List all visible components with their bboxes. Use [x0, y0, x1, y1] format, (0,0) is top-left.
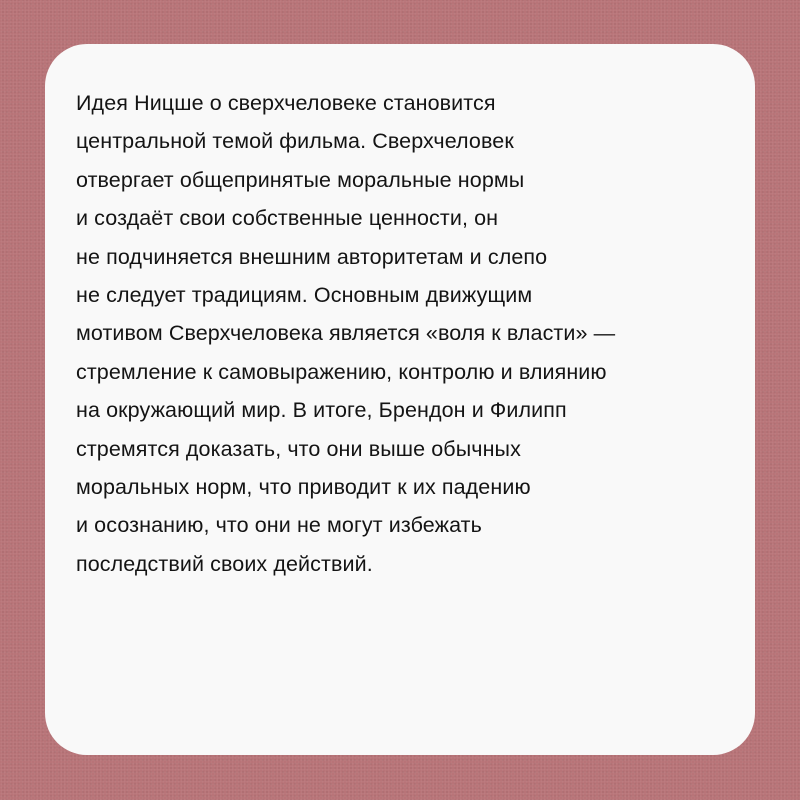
paragraph-line: стремление к самовыражению, контролю и влиянию	[76, 359, 607, 384]
paragraph-line: не следует традициям. Основным движущим	[76, 283, 533, 308]
paragraph-line: и создаёт свои собственные ценности, он	[76, 206, 499, 231]
paragraph-line: центральной темой фильма. Сверхчеловек	[76, 129, 514, 154]
paragraph-line: мотивом Сверхчеловека является «воля к власти» —	[76, 321, 616, 346]
paragraph-line: на окружающий мир. В итоге, Брендон и Филипп	[76, 398, 567, 423]
paragraph-line: отвергает общепринятые моральные нормы	[76, 167, 525, 192]
paragraph-line: стремятся доказать, что они выше обычных	[76, 436, 521, 461]
paragraph-line: моральных норм, что приводит к их падению	[76, 475, 531, 500]
paragraph-line: последствий своих действий.	[76, 551, 373, 576]
paragraph	[76, 84, 736, 583]
paragraph-line: Идея Ницше о сверхчеловеке становится	[76, 91, 496, 115]
paragraph-line: и осознанию, что они не могут избежать	[76, 513, 482, 538]
paragraph-line: не подчиняется внешним авторитетам и слепо	[76, 244, 548, 269]
